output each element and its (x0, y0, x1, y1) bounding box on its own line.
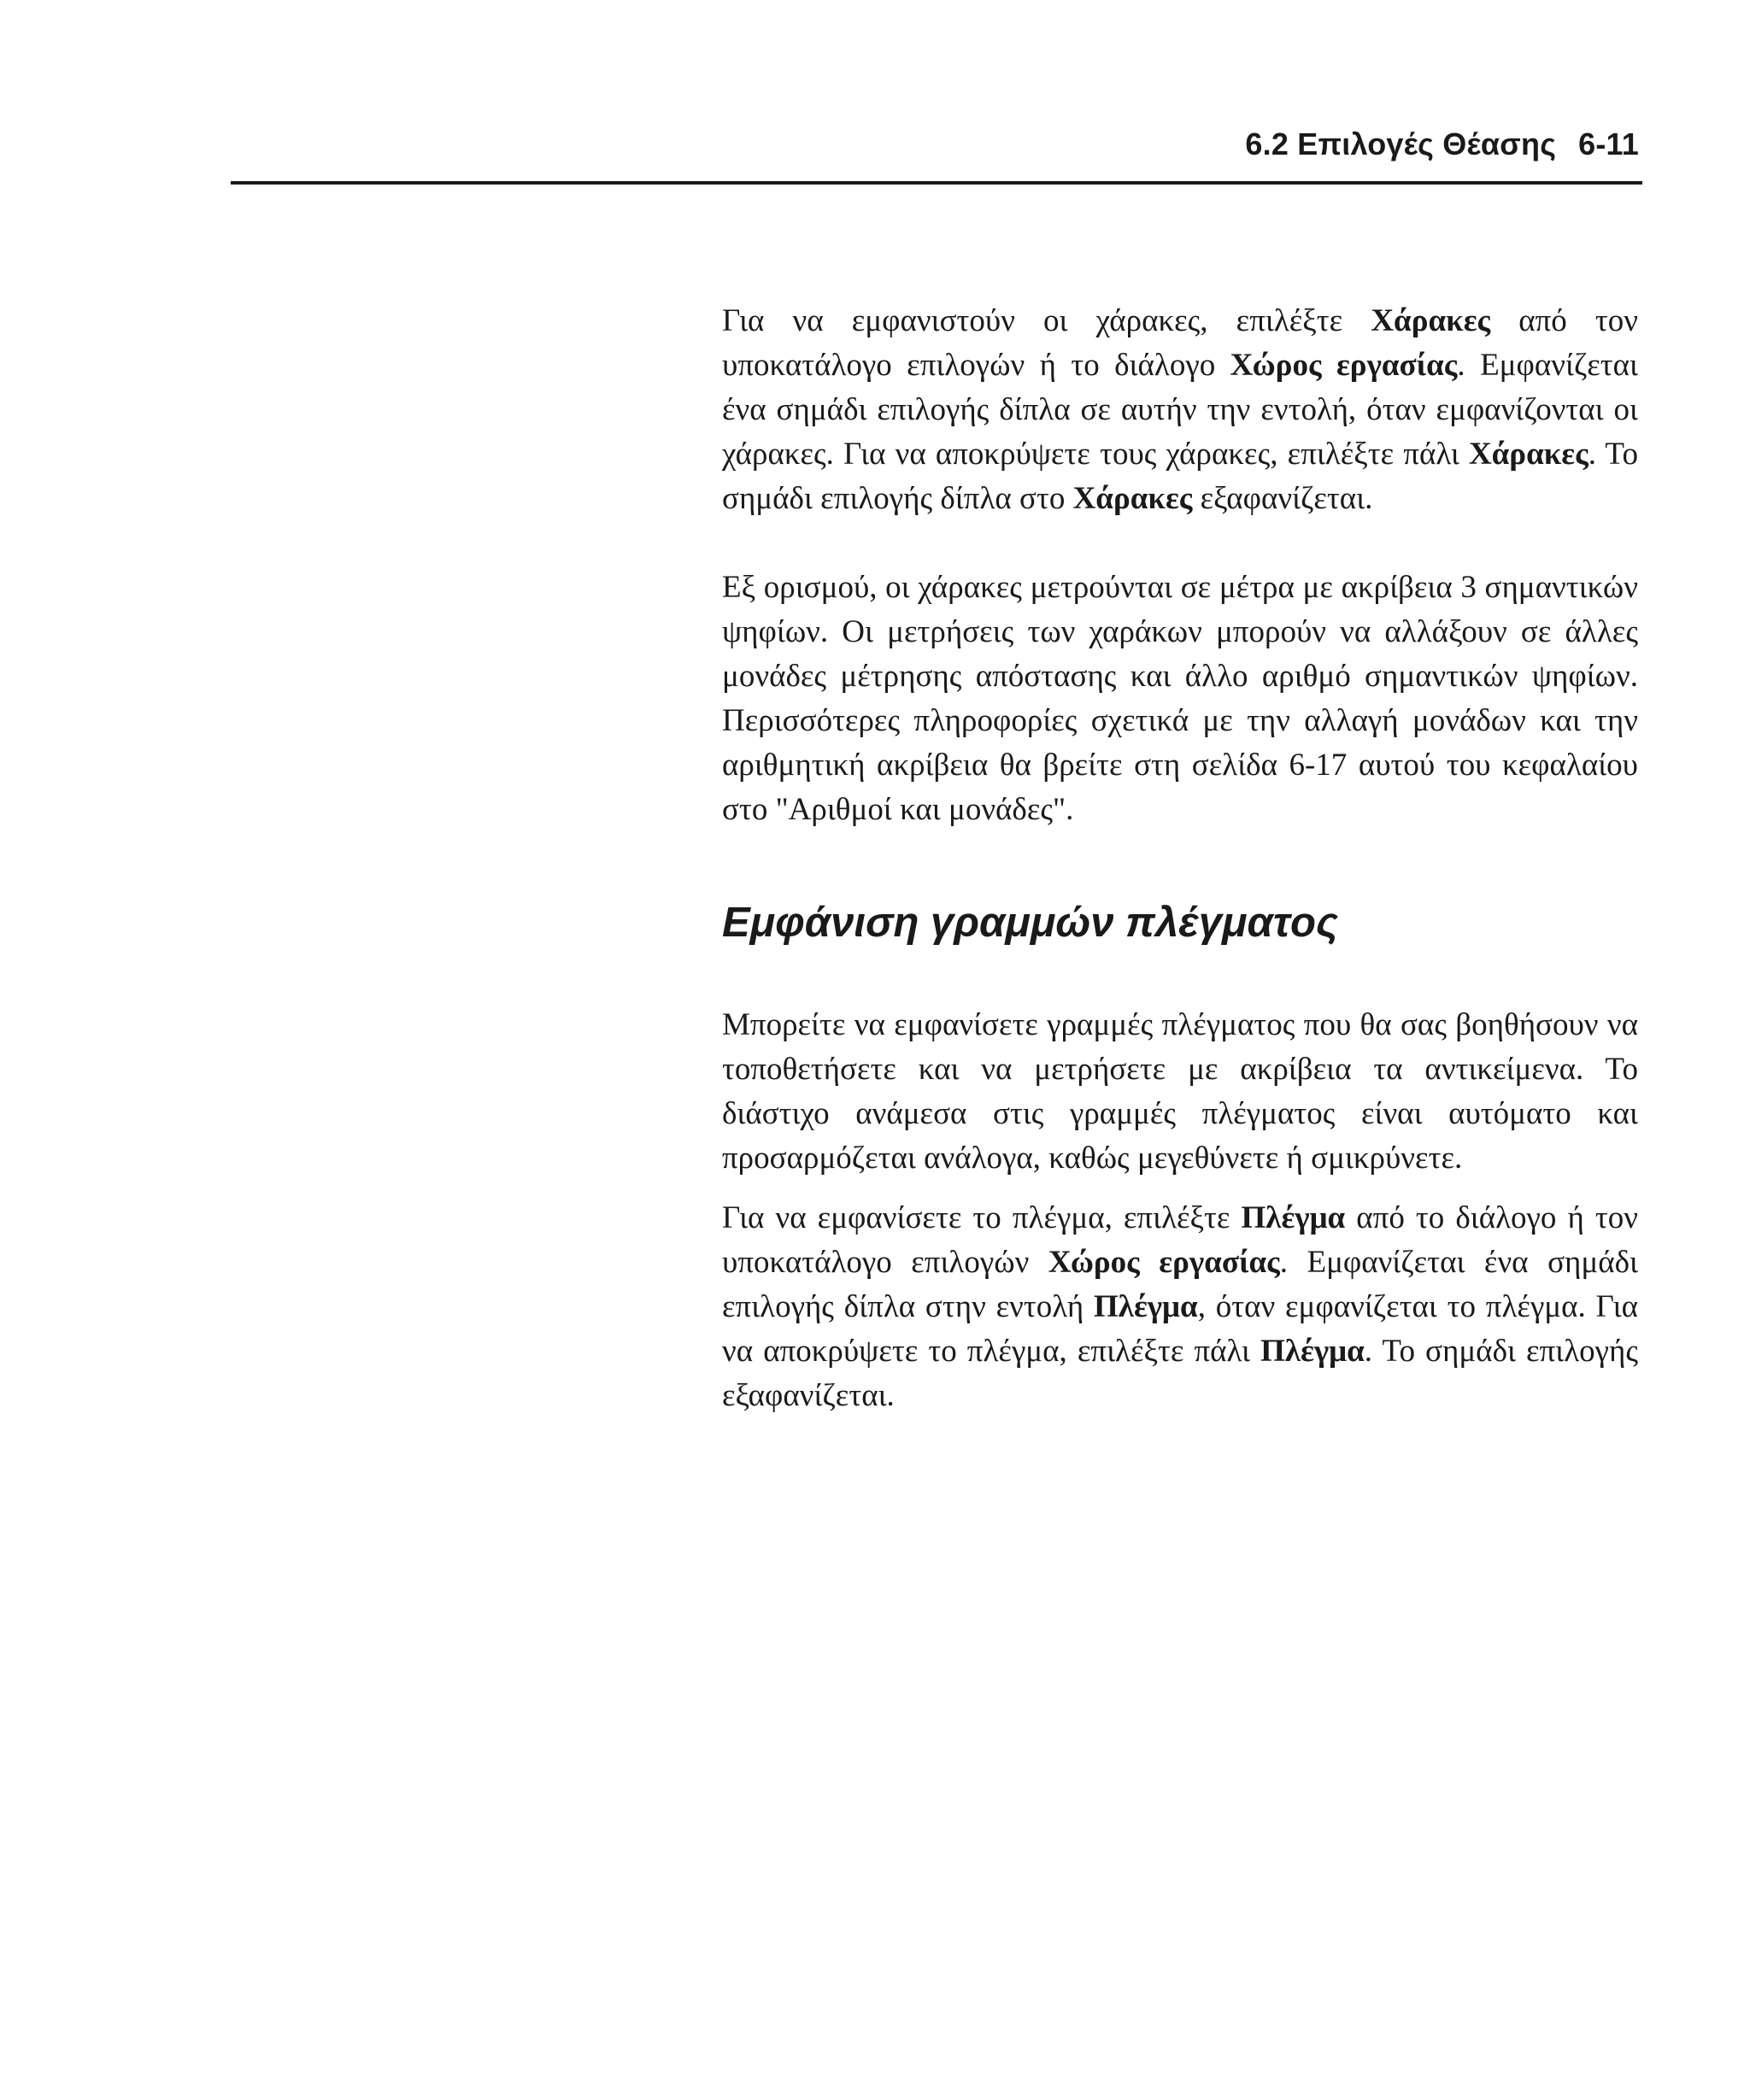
paragraph-text: , όταν εμφανίζεται το πλέγμα. Για να αποκρύψετε το πλέγμα, επιλέξτε πάλι (722, 1289, 1638, 1369)
page-content (722, 299, 1638, 1418)
paragraph-text: εξαφανίζεται. (1192, 481, 1373, 516)
menu-term-rulers: Χάρακες (1072, 481, 1193, 516)
paragraph-text: . Το σημάδι επιλογής δίπλα στο (722, 437, 1638, 516)
menu-term-rulers: Χάρακες (1468, 437, 1589, 472)
paragraph-text: από το διάλογο ή τον υποκατάλογο επιλογών (722, 1200, 1638, 1280)
paragraph-ruler-units: Εξ ορισμού, οι χάρακες μετρούνται σε μέτρα με ακρίβεια 3 σημαντικών ψηφίων. Οι μετρήσεις των χαράκων μπορούν να αλλάξουν σε άλλες μονάδες μέτρησης απόστασης και άλλο αριθμό σημαντικών ψηφίων. Περισσότερες πληροφορίες σχετικά με την αλλαγή μονάδων και την αριθμητική ακρίβεια θα βρείτε στη σελίδα 6-17 αυτού του κεφαλαίου στο "Αριθμοί και μονάδες". (722, 570, 1638, 827)
paragraph-text: . Εμφανίζεται ένα σημάδι επιλογής δίπλα στην εντολή (722, 1245, 1638, 1324)
menu-term-workspace: Χώρος εργασίας (1048, 1245, 1280, 1280)
paragraph-text: . Εμφανίζεται ένα σημάδι επιλογής δίπλα σε αυτήν την εντολή, όταν εμφανίζονται οι χάρακες. Για να αποκρύψετε τους χάρακες, επιλέξτε πάλι (722, 348, 1639, 472)
header-title (1245, 126, 1639, 162)
paragraph-text: από τον υποκατάλογο επιλογών ή το διάλογο (722, 303, 1638, 383)
section-heading: Εμφάνιση γραμμών πλέγματος (722, 900, 1338, 946)
menu-term-grid: Πλέγμα (1093, 1289, 1198, 1324)
paragraph-text: Για να εμφανιστούν οι χάρακες, επιλέξτε (722, 303, 1371, 338)
paragraph-text: . Το σημάδι επιλογής εξαφανίζεται. (722, 1334, 1638, 1413)
menu-term-grid: Πλέγμα (1241, 1200, 1346, 1235)
paragraph-grid-toggle (722, 1196, 1638, 1418)
menu-term-workspace: Χώρος εργασίας (1230, 348, 1458, 383)
paragraph-rulers-toggle (722, 299, 1638, 521)
page-number: 6-11 (1578, 126, 1639, 161)
running-header (231, 126, 1642, 185)
paragraph-grid-lines: Μπορείτε να εμφανίσετε γραμμές πλέγματος που θα σας βοηθήσουν να τοποθετήσετε και να μετρήσετε με ακρίβεια τα αντικείμενα. Το διάστιχο ανάμεσα στις γραμμές πλέγματος είναι αυτόματο και προσαρμόζεται ανάλογα, καθώς μεγεθύνετε ή σμικρύνετε. (722, 1007, 1638, 1176)
paragraph-text: Για να εμφανίσετε το πλέγμα, επιλέξτε (722, 1200, 1242, 1235)
menu-term-rulers: Χάρακες (1371, 303, 1491, 338)
menu-term-grid: Πλέγμα (1260, 1334, 1365, 1369)
section-title: 6.2 Επιλογές Θέασης (1245, 126, 1557, 161)
